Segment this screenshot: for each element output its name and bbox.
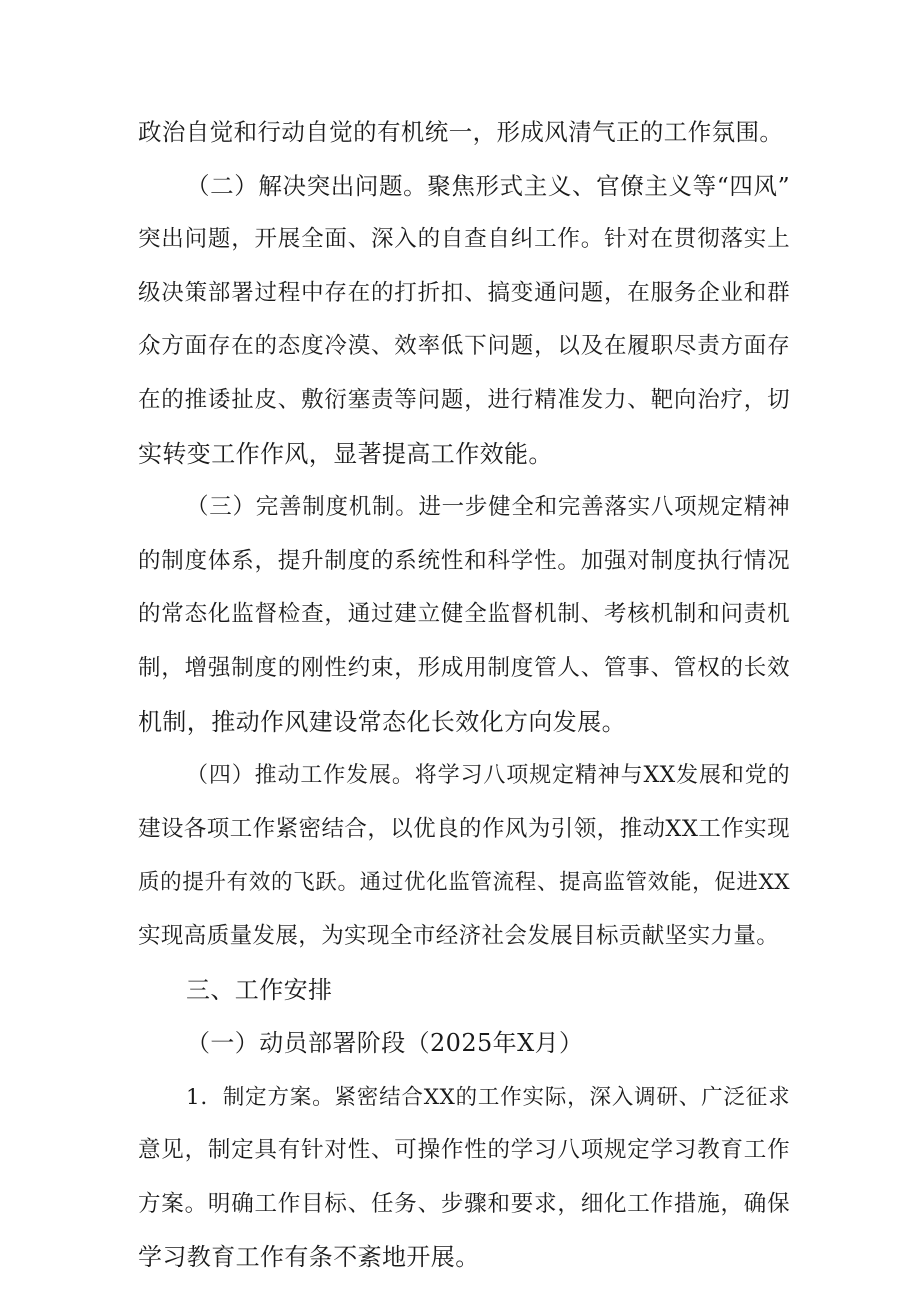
text-line: （二）解决突出问题。聚焦形式主义、官僚主义等“四风” xyxy=(186,171,790,200)
text-line: （三）完善制度机制。进一步健全和完善落实八项规定精神 xyxy=(186,494,790,521)
text-line: 机制，推动作风建设常态化长效化方向发展。 xyxy=(138,707,626,736)
text-line: （四）推动工作发展。将学习八项规定精神与XX发展和党的 xyxy=(186,763,790,789)
text-line: 意见，制定具有针对性、可操作性的学习八项规定学习教育工作 xyxy=(138,1137,790,1164)
text-line: 级决策部署过程中存在的打折扣、搞变通问题，在服务企业和群 xyxy=(138,279,790,306)
text-line: 实转变工作作风，显著提高工作效能。 xyxy=(138,439,553,468)
text-line: 三、工作安排 xyxy=(186,975,333,1004)
text-line: 方案。明确工作目标、任务、步骤和要求，细化工作措施，确保 xyxy=(138,1190,790,1217)
text-line: 在的推诿扯皮、敷衍塞责等问题，进行精准发力、靶向治疗，切 xyxy=(138,386,790,413)
text-line: 众方面存在的态度冷漠、效率低下问题，以及在履职尽责方面存 xyxy=(138,333,790,360)
text-line: 的制度体系，提升制度的系统性和科学性。加强对制度执行情况 xyxy=(138,547,790,574)
text-line: 的常态化监督检查，通过建立健全监督机制、考核机制和问责机 xyxy=(138,601,790,628)
text-line: 质的提升有效的飞跃。通过优化监管流程、提高监管效能，促进XX xyxy=(138,870,790,896)
text-line: 政治自觉和行动自觉的有机统一，形成风清气正的工作氛围。 xyxy=(138,118,784,146)
text-line: 突出问题，开展全面、深入的自查自纠工作。针对在贯彻落实上 xyxy=(138,226,790,253)
text-line: 建设各项工作紧密结合，以优良的作风为引领，推动XX工作实现 xyxy=(138,815,790,842)
text-line: 制，增强制度的刚性约束，形成用制度管人、管事、管权的长效 xyxy=(138,654,790,681)
text-line: 1．制定方案。紧密结合XX的工作实际，深入调研、广泛征求 xyxy=(186,1084,790,1110)
body-text xyxy=(138,106,790,1285)
text-line: 学习教育工作有条不紊地开展。 xyxy=(138,1243,480,1272)
text-line: （一）动员部署阶段（2025年X月） xyxy=(186,1029,584,1058)
text-line: 实现高质量发展，为实现全市经济社会发展目标贡献坚实力量。 xyxy=(138,922,780,949)
